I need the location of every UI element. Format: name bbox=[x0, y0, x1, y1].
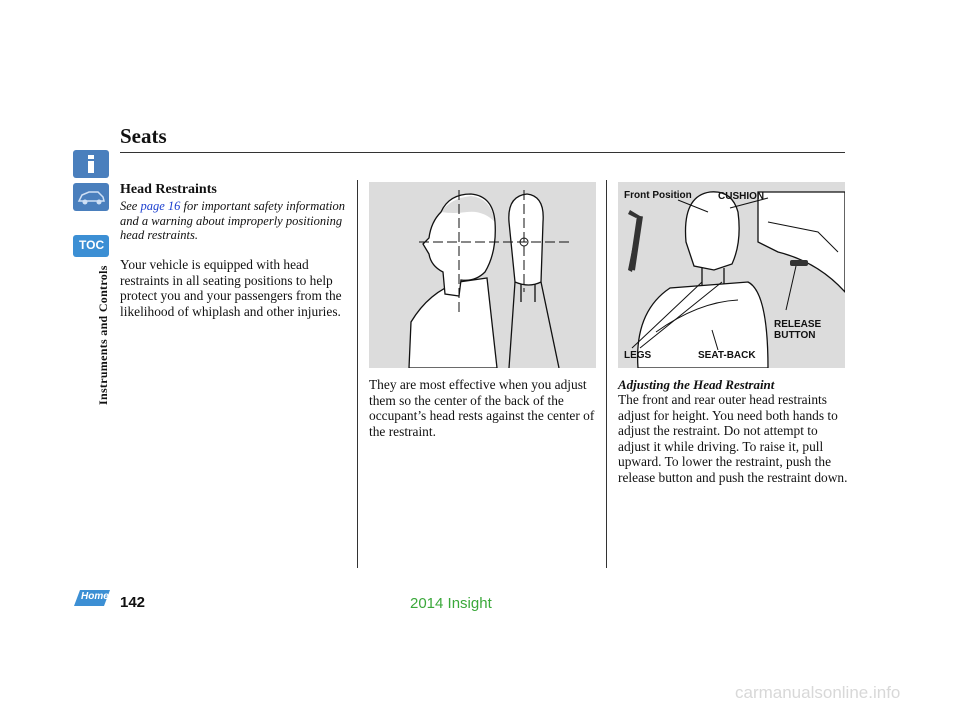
toc-label: TOC bbox=[79, 238, 105, 252]
release-button-label: RELEASE BUTTON bbox=[774, 319, 822, 341]
car-icon[interactable] bbox=[73, 183, 109, 211]
adjusting-heading: Adjusting the Head Restraint bbox=[618, 377, 775, 392]
seat-back-label: SEAT-BACK bbox=[698, 350, 756, 361]
front-position-label: Front Position bbox=[624, 190, 692, 201]
home-button[interactable] bbox=[72, 588, 112, 608]
page-number: 142 bbox=[120, 594, 146, 611]
section-heading: Head Restraints bbox=[120, 182, 217, 197]
home-label: Home bbox=[81, 591, 109, 602]
column-divider bbox=[357, 180, 358, 568]
watermark: 2014 Insight bbox=[410, 595, 492, 612]
effectiveness-paragraph: They are most effective when you adjust them so the center of the back of the occupant’s head rests against the center of the restraint. bbox=[369, 377, 595, 439]
site-watermark: carmanualsonline.info bbox=[735, 683, 901, 702]
section-label: Instruments and Controls bbox=[96, 265, 110, 405]
legs-label: LEGS bbox=[624, 350, 652, 361]
column-divider bbox=[606, 180, 607, 568]
cushion-label: CUSHION bbox=[718, 191, 765, 202]
title-rule bbox=[120, 152, 845, 153]
adjusting-paragraph: The front and rear outer head restraints adjust for height. You need both hands to adjust the restraint. Do not attempt to adjust it while driving. To raise it, pull upward. To lower the restraint, push the release button and push the restraint down. bbox=[618, 392, 848, 485]
safety-note bbox=[120, 199, 355, 243]
note-suffix: for important safety information and a warning about improperly positioning head restraints. bbox=[120, 199, 346, 242]
head-position-illustration bbox=[369, 182, 596, 368]
page-title: Seats bbox=[120, 124, 167, 148]
note-prefix: See bbox=[120, 199, 141, 213]
info-icon[interactable] bbox=[73, 150, 109, 178]
head-restraint-adjustment-illustration bbox=[618, 182, 845, 368]
intro-paragraph: Your vehicle is equipped with head restraints in all seating positions to help protect you and your passengers from the likelihood of whiplash and other injuries. bbox=[120, 257, 342, 319]
page-link[interactable]: page 16 bbox=[140, 199, 181, 213]
